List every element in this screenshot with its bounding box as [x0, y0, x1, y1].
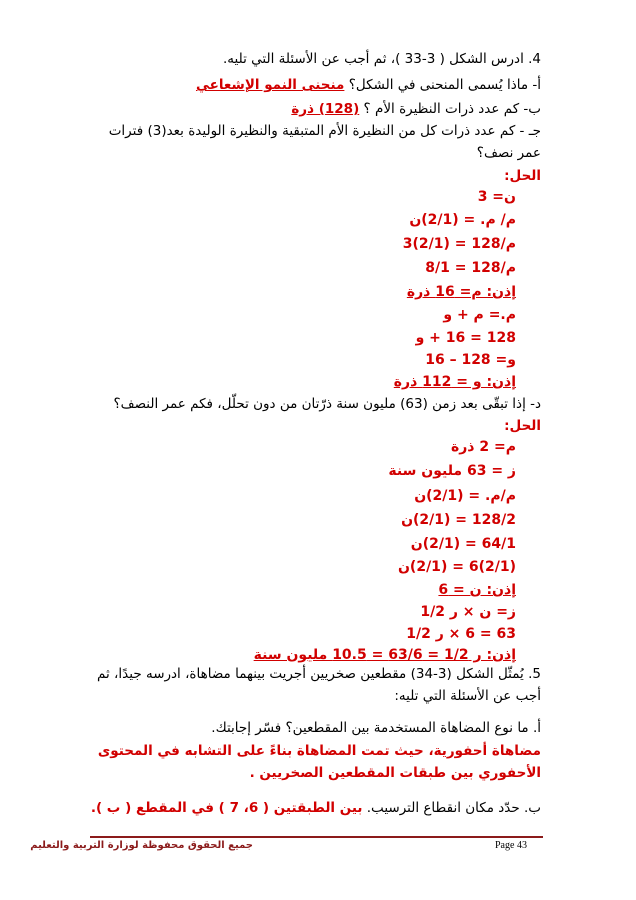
footer-rights: جميع الحقوق محفوظة لوزارة التربية والتعليم	[30, 840, 253, 851]
q4-c-step-2: م/ م. = (2/1)ن	[409, 212, 516, 228]
q4-a-answer: منحنى النمو الإشعاعي	[195, 77, 345, 93]
q4-b-question: ب- كم عدد ذرات النظيرة الأم ؟	[363, 101, 541, 117]
q4-c-step-6: م.= م + و	[443, 307, 516, 323]
q4-d-step-5: 64/1 = (2/1)ن	[410, 536, 516, 552]
q4-b-answer: (128) ذرة	[291, 101, 360, 117]
q4-d-step-3: م/م. = (2/1)ن	[414, 488, 516, 504]
q4-c-question: جـ - كم عدد ذرات كل من النظيرة الأم المتبقية والنظيرة الوليدة بعد(3) فترات عمر نصف؟	[108, 123, 541, 161]
q4-d-step-4: 128/2 = (2/1)ن	[401, 512, 516, 528]
q4-c-step-7: 128 = 16 + و	[415, 330, 516, 346]
page-number: Page 43	[495, 840, 527, 851]
q5-a-answer: مضاهاة أحفورية، حيث تمت المضاهاة بناءً على التشابه في المحتوى الأحفوري بين طبقات المقطعين الصخريين .	[97, 743, 541, 781]
q4-c-step-1: ن= 3	[477, 189, 516, 205]
q5-b-answer: بين الطبقتين ( 6، 7 ) في المقطع ( ب ).	[90, 800, 363, 816]
q5-a-question: أ. ما نوع المضاهاة المستخدمة بين المقطعين؟ فسّر إجابتك.	[211, 720, 541, 736]
q4-d-step-9: 63 = 6 × ر 1/2	[406, 626, 516, 642]
q4-a-line	[196, 77, 541, 93]
q4-d-step-7: إذن: ن = 6	[438, 582, 516, 598]
q4-d-question: د- إذا تبقّى بعد زمن (63) مليون سنة ذرّتان من دون تحلّل، فكم عمر النصف؟	[113, 396, 541, 412]
q4-c-step-8: و= 128 – 16	[425, 352, 516, 368]
q4-d-step-6: (2/1)6 = (2/1)ن	[397, 559, 516, 575]
q4-d-step-10: إذن: ر 1/2 = 63/6 = 10.5 مليون سنة	[253, 647, 516, 663]
q4-c-step-5: إذن: م= 16 ذرة	[406, 284, 516, 300]
q4-d-step-1: م= 2 ذرة	[450, 439, 516, 455]
q4-c-solution-header: الحل:	[504, 168, 541, 184]
q5-intro: 5. يُمثّل الشكل (3-34) مقطعين صخريين أجريت بينهما مضاهاة، ادرسه جيدًا، ثم أجب عن الأسئلة التي تليه:	[97, 666, 541, 704]
q4-d-step-2: ز = 63 مليون سنة	[388, 463, 516, 479]
q4-intro: 4. ادرس الشكل ( 3-33 )، ثم أجب عن الأسئلة التي تليه.	[223, 51, 541, 67]
q4-b-line	[291, 101, 541, 117]
q4-c-step-3: م/128 = (2/1)3	[402, 236, 516, 252]
q5-b-line	[91, 800, 541, 816]
q5-b-question: ب. حدّد مكان انقطاع الترسيب.	[366, 800, 541, 816]
q4-d-step-8: ز= ن × ر 1/2	[420, 604, 516, 620]
q4-c-step-9: إذن: و = 112 ذرة	[393, 374, 516, 390]
q4-d-solution-header: الحل:	[504, 418, 541, 434]
footer-divider	[90, 836, 543, 838]
q4-c-step-4: م/128 = 8/1	[425, 260, 516, 276]
q4-a-question: أ- ماذا يُسمى المنحنى في الشكل؟	[348, 77, 541, 93]
